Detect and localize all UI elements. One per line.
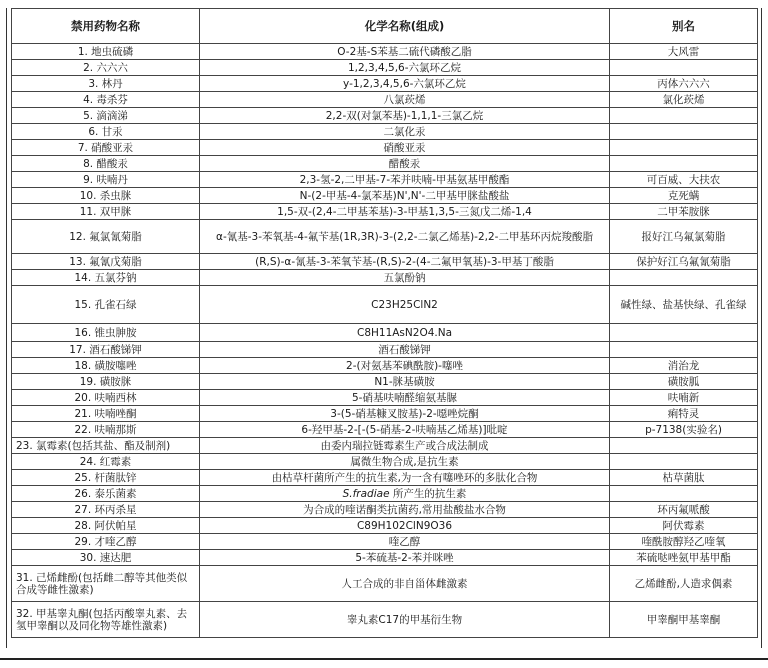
chemical-name: 5-硝基呋喃醛缩氨基脲 (200, 390, 610, 406)
table-row (12, 422, 758, 438)
table-row (12, 342, 758, 358)
chemical-name: 6-羟甲基-2-[-(5-硝基-2-呋喃基乙烯基)]吡啶 (200, 422, 610, 438)
alias: 磺胺胍 (610, 374, 758, 390)
table-row (12, 220, 758, 254)
chemical-name: 属微生物合成,是抗生素 (200, 454, 610, 470)
chemical-name: 由枯草杆菌所产生的抗生素,为一含有噻唑环的多肽化合物 (200, 470, 610, 486)
table-row (12, 204, 758, 220)
chemical-name (200, 486, 610, 502)
drug-name: 18. 磺胺噻唑 (12, 358, 200, 374)
alias (610, 140, 758, 156)
page-bottom-edge (0, 658, 768, 660)
drug-name: 19. 磺胺脒 (12, 374, 200, 390)
table-row (12, 188, 758, 204)
alias (610, 270, 758, 286)
chemical-name: 硝酸亚汞 (200, 140, 610, 156)
drug-name: 20. 呋喃西林 (12, 390, 200, 406)
table-row (12, 254, 758, 270)
table-row (12, 156, 758, 172)
chemical-name: C8H11AsN2O4.Na (200, 324, 610, 342)
chemical-name: 2,2-双(对氯苯基)-1,1,1-三氯乙烷 (200, 108, 610, 124)
drug-name: 27. 环丙杀星 (12, 502, 200, 518)
alias: 呋喃新 (610, 390, 758, 406)
table-row (12, 92, 758, 108)
alias: 阿伏霉素 (610, 518, 758, 534)
table-row (12, 390, 758, 406)
drug-name: 16. 锥虫胂胺 (12, 324, 200, 342)
alias: 保护好江乌氟氰菊脂 (610, 254, 758, 270)
alias: 二甲苯胺脒 (610, 204, 758, 220)
drug-name: 14. 五氯芬钠 (12, 270, 200, 286)
header-alias: 别名 (610, 9, 758, 44)
drug-name: 9. 呋喃丹 (12, 172, 200, 188)
drug-name: 24. 红霉素 (12, 454, 200, 470)
drug-name: 23. 氯霉素(包括其盐、酯及制剂) (12, 438, 200, 454)
drug-name: 25. 杆菌肽锌 (12, 470, 200, 486)
table-row (12, 324, 758, 342)
document-sheet (6, 8, 762, 648)
chemical-name: 3-(5-硝基糠叉胺基)-2-噁唑烷酮 (200, 406, 610, 422)
alias: 氯化莰烯 (610, 92, 758, 108)
drug-name: 32. 甲基睾丸酮(包括丙酸睾丸素、去氢甲睾酮以及同化物等雄性激素) (12, 602, 200, 638)
alias: 可百威、大扶农 (610, 172, 758, 188)
alias (610, 324, 758, 342)
drug-name: 29. 才喹乙醇 (12, 534, 200, 550)
chemical-name-rest: 所产生的抗生素 (389, 487, 467, 500)
chemical-name: N-(2-甲基-4-氯苯基)N',N'-二甲基甲脒盐酸盐 (200, 188, 610, 204)
table-row (12, 108, 758, 124)
table-row (12, 550, 758, 566)
alias: 苯硫哒唑氨甲基甲酯 (610, 550, 758, 566)
drug-name: 28. 阿伏帕星 (12, 518, 200, 534)
alias: 枯草菌肽 (610, 470, 758, 486)
table-row (12, 566, 758, 602)
drug-name: 21. 呋喃唑酮 (12, 406, 200, 422)
chemical-name: C89H102ClN9O36 (200, 518, 610, 534)
alias (610, 108, 758, 124)
drug-name: 11. 双甲脒 (12, 204, 200, 220)
chemical-name: N1-脒基磺胺 (200, 374, 610, 390)
table-row (12, 286, 758, 324)
drug-name: 4. 毒杀芬 (12, 92, 200, 108)
drug-name: 8. 醋酸汞 (12, 156, 200, 172)
alias: 丙体六六六 (610, 76, 758, 92)
chemical-name: 为合成的喹诺酮类抗菌药,常用盐酸盐水合物 (200, 502, 610, 518)
alias: 喹酰胺醇羟乙喹氧 (610, 534, 758, 550)
alias: 痢特灵 (610, 406, 758, 422)
drug-name: 1. 地虫硫磷 (12, 44, 200, 60)
alias: p-7138(实验名) (610, 422, 758, 438)
alias: 甲睾酮甲基睾酮 (610, 602, 758, 638)
table-row (12, 438, 758, 454)
chemical-name: 5-苯硫基-2-苯并咪唑 (200, 550, 610, 566)
alias: 消治龙 (610, 358, 758, 374)
alias: 环丙氟哌酸 (610, 502, 758, 518)
drug-name: 6. 甘汞 (12, 124, 200, 140)
drug-name: 7. 硝酸亚汞 (12, 140, 200, 156)
chemical-name: 五氯酚钠 (200, 270, 610, 286)
table-row (12, 454, 758, 470)
table-row (12, 602, 758, 638)
header-drug-name: 禁用药物名称 (12, 9, 200, 44)
table-header-row (12, 9, 758, 44)
organism-name: S.fradiae (342, 487, 390, 500)
table-row (12, 534, 758, 550)
chemical-name: 人工合成的非自甾体雌激素 (200, 566, 610, 602)
chemical-name: 由委内瑞拉链霉素生产或合成法制成 (200, 438, 610, 454)
table-row (12, 270, 758, 286)
drug-name: 2. 六六六 (12, 60, 200, 76)
table-row (12, 124, 758, 140)
drug-name: 5. 滴滴涕 (12, 108, 200, 124)
chemical-name: α-氰基-3-苯氧基-4-氟苄基(1R,3R)-3-(2,2-二氯乙烯基)-2,2-二甲基环丙烷羧酸脂 (200, 220, 610, 254)
drug-name: 15. 孔雀石绿 (12, 286, 200, 324)
drug-name: 12. 氟氯氰菊脂 (12, 220, 200, 254)
table-row (12, 518, 758, 534)
alias: 大风雷 (610, 44, 758, 60)
chemical-name: 1,5-双-(2,4-二甲基苯基)-3-甲基1,3,5-三氮戊二烯-1,4 (200, 204, 610, 220)
header-chemical-name: 化学名称(组成) (200, 9, 610, 44)
drug-name: 31. 己烯雌酚(包括雌二醇等其他类似合成等雌性激素) (12, 566, 200, 602)
chemical-name: 睾丸素C17的甲基衍生物 (200, 602, 610, 638)
chemical-name: 八氯莰烯 (200, 92, 610, 108)
drug-name: 26. 泰乐菌素 (12, 486, 200, 502)
chemical-name: C23H25ClN2 (200, 286, 610, 324)
alias (610, 342, 758, 358)
table-row (12, 172, 758, 188)
alias: 报好江乌氟氯菊脂 (610, 220, 758, 254)
chemical-name: O-2基-S苯基二硫代磷酸乙脂 (200, 44, 610, 60)
drug-name: 3. 林丹 (12, 76, 200, 92)
alias (610, 156, 758, 172)
chemical-name: 2,3-氢-2,二甲基-7-苯并呋喃-甲基氨基甲酸酯 (200, 172, 610, 188)
table-row (12, 44, 758, 60)
alias (610, 60, 758, 76)
alias (610, 486, 758, 502)
table-row (12, 502, 758, 518)
table-row (12, 374, 758, 390)
table-row (12, 140, 758, 156)
chemical-name: 酒石酸锑钾 (200, 342, 610, 358)
chemical-name: 1,2,3,4,5,6-六氯环乙烷 (200, 60, 610, 76)
alias (610, 454, 758, 470)
chemical-name: 醋酸汞 (200, 156, 610, 172)
chemical-name: 喹乙醇 (200, 534, 610, 550)
alias: 克死螨 (610, 188, 758, 204)
table-row (12, 470, 758, 486)
drug-name: 17. 酒石酸锑钾 (12, 342, 200, 358)
chemical-name: (R,S)-α-氰基-3-苯氧苄基-(R,S)-2-(4-二氟甲氧基)-3-甲基丁酸脂 (200, 254, 610, 270)
alias: 碱性绿、盐基快绿、孔雀绿 (610, 286, 758, 324)
chemical-name: 2-(对氨基苯碘酰胺)-噻唑 (200, 358, 610, 374)
drug-name: 22. 呋喃那斯 (12, 422, 200, 438)
alias (610, 124, 758, 140)
table-row (12, 358, 758, 374)
table-row (12, 76, 758, 92)
table-row (12, 486, 758, 502)
drug-name: 13. 氟氰戊菊脂 (12, 254, 200, 270)
drug-name: 30. 速达肥 (12, 550, 200, 566)
banned-drugs-table (11, 8, 758, 638)
alias: 乙烯雌酚,人造求偶素 (610, 566, 758, 602)
drug-name: 10. 杀虫脒 (12, 188, 200, 204)
table-row (12, 406, 758, 422)
chemical-name: 二氯化汞 (200, 124, 610, 140)
chemical-name: y-1,2,3,4,5,6-六氯环乙烷 (200, 76, 610, 92)
alias (610, 438, 758, 454)
table-row (12, 60, 758, 76)
